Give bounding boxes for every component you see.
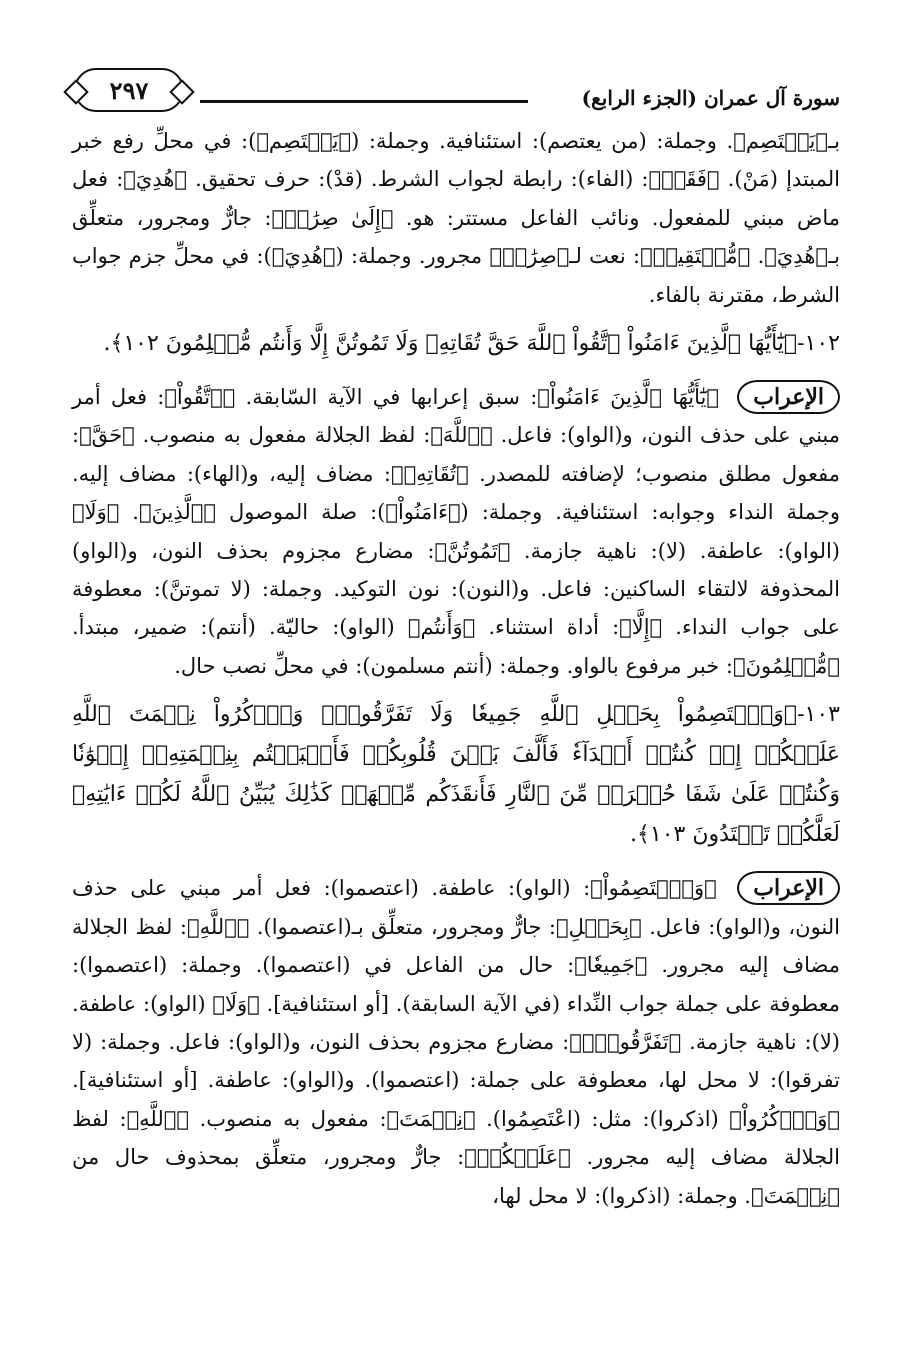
irab-label: الإعراب (737, 380, 840, 414)
irab-label: الإعراب (737, 871, 840, 905)
irab-text-102: ﴿يَٰٓأَيُّهَا ٱلَّذِينَ ءَامَنُواْ﴾: سبق إعرابها في الآية السّابقة. ﴿ٱتَّقُواْ﴾: فعل أمر مبني على حذف النون، و(الواو): فاعل. ﴿ٱللَّهَ﴾: لفظ الجلالة مفعول به منصوب. ﴿حَقَّ﴾: مفعول مطلق منصوب؛ لإضافته للمصدر. ﴿تُقَاتِهِۦ﴾: مضاف إليه، و(الهاء): مضاف إليه. وجملة النداء وجوابه: استئنافية. وجملة: (﴿ءَامَنُواْ﴾): صلة الموصول ﴿ٱلَّذِينَ﴾. ﴿وَلَا﴾ (الواو): عاطفة. (لا): ناهية جازمة. ﴿تَمُوتُنَّ﴾: مضارع مجزوم بحذف النون، و(الواو) المحذوفة لالتقاء الساكنين: فاعل. و(النون): نون التوكيد. وجملة: (لا تموتنَّ): معطوفة على جواب النداء. ﴿إِلَّا﴾: أداة استثناء. ﴿وَأَنتُم﴾ (الواو): حاليّة. (أنتم): ضمير، مبتدأ. ﴿مُّسۡلِمُونَ﴾: خبر مرفوع بالواو. وجملة: (أنتم مسلمون): في محلِّ نصب حال. (72, 385, 840, 678)
header-rule (200, 100, 528, 103)
page-header (72, 60, 840, 122)
irab-text-103: ﴿وَٱعۡتَصِمُواْ﴾: (الواو): عاطفة. (اعتصموا): فعل أمر مبني على حذف النون، و(الواو): فاعل. ﴿بِحَبۡلِ﴾: جارٌّ ومجرور، متعلِّق بـ(اعتصموا). ﴿ٱللَّهِ﴾: لفظ الجلالة مضاف إليه مجرور. ﴿جَمِيعٗا﴾: حال من الفاعل في (اعتصموا). وجملة: (اعتصموا): معطوفة على جملة جواب النِّداء (في الآية السابقة). [أو استئنافية]. ﴿وَلَا﴾ (الواو): عاطفة. (لا): ناهية جازمة. ﴿تَفَرَّقُواْۚ﴾: مضارع مجزوم بحذف النون، و(الواو): فاعل. وجملة: (لا تفرقوا): لا محل لها، معطوفة على جملة: (اعتصموا). و(الواو): عاطفة. [أو استئنافية]. ﴿وَٱذۡكُرُواْ﴾ (اذكروا): مثل: (اعْتَصِمُوا). ﴿نِعۡمَتَ﴾: مفعول به منصوب. ﴿ٱللَّهِ﴾: لفظ الجلالة مضاف إليه مجرور. ﴿عَلَيۡكُمۡ﴾: جارٌّ ومجرور، متعلِّق بمحذوف حال من ﴿نِعۡمَتَ﴾. وجملة: (اذكروا): لا محل لها، (72, 876, 840, 1208)
paragraph-irab-verse-101: بـ﴿يَعۡتَصِم﴾. وجملة: (من يعتصم): استئنافية. وجملة: (﴿يَعۡتَصِم﴾): في محلِّ رفع خبر المبتدإ (مَنْ). ﴿فَقَدۡ﴾: (الفاء): رابطة لجواب الشرط. (قدْ): حرف تحقيق. ﴿هُدِيَ﴾: فعل ماض مبني للمفعول. ونائب الفاعل مستتر: هو. ﴿إِلَىٰ صِرَٰطٖ﴾: جارٌّ ومجرور، متعلِّق بـ﴿هُدِيَ﴾. ﴿مُّسۡتَقِيمٖ﴾: نعت لـ﴿صِرَٰطٖ﴾ مجرور. وجملة: (﴿هُدِيَ﴾): في محلِّ جزم جواب الشرط، مقترنة بالفاء. (72, 129, 840, 307)
verse-102: ١٠٢-﴿يَٰٓأَيُّهَا ٱلَّذِينَ ءَامَنُواْ ٱتَّقُواْ ٱللَّهَ حَقَّ تُقَاتِهِۦ وَلَا تَمُوتُنَّ إِلَّا وَأَنتُم مُّسۡلِمُونَ ١٠٢﴾. (103, 331, 840, 357)
surah-title: سورة آل عمران (الجزء الرابع) (581, 86, 840, 110)
verse-103: ١٠٣-﴿وَٱعۡتَصِمُواْ بِحَبۡلِ ٱللَّهِ جَمِيعٗا وَلَا تَفَرَّقُواْۚ وَٱذۡكُرُواْ نِعۡمَتَ ٱللَّهِ عَلَيۡكُمۡ إِذۡ كُنتُمۡ أَعۡدَآءٗ فَأَلَّفَ بَيۡنَ قُلُوبِكُمۡ فَأَصۡبَحۡتُم بِنِعۡمَتِهِۦٓ إِخۡوَٰنٗا وَكُنتُمۡ عَلَىٰ شَفَا حُفۡرَةٖ مِّنَ ٱلنَّارِ فَأَنقَذَكُم مِّنۡهَاۗ كَذَٰلِكَ يُبَيِّنُ ٱللَّهُ لَكُمۡ ءَايَٰتِهِۦ لَعَلَّكُمۡ تَهۡتَدُونَ ١٠٣﴾. (72, 702, 840, 848)
paragraph-irab-verse-102 (72, 378, 840, 685)
page-body (72, 122, 840, 1215)
paragraph-irab-verse-103 (72, 869, 840, 1215)
page-number: ٢٩٧ (74, 68, 184, 112)
